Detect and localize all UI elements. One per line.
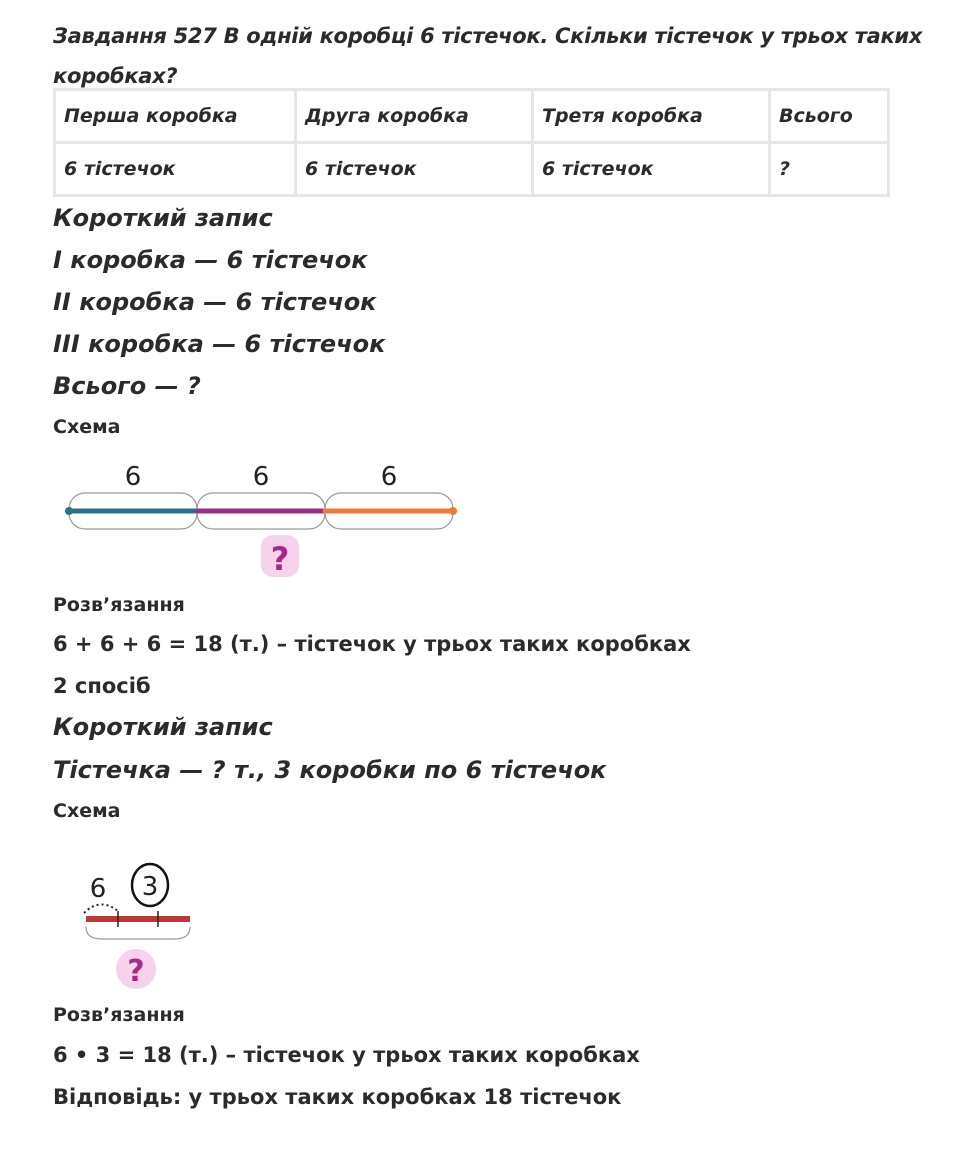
- short-note-line: Всього — ?: [53, 372, 201, 400]
- task-title: Завдання 527 В одній коробці 6 тістечок. Скільки тістечок у трьох таких коробках?: [53, 24, 923, 88]
- table-header-cell: Всього: [770, 90, 889, 143]
- total-bracket: [86, 927, 190, 939]
- method-2-heading: 2 спосіб: [53, 674, 151, 698]
- scheme-2-group: [84, 864, 190, 989]
- dotted-arc: [84, 904, 118, 913]
- short-note-title: Короткий запис: [53, 713, 273, 741]
- count-label: 3: [141, 872, 159, 902]
- short-note-line: Тістечка — ? т., 3 коробки по 6 тістечок: [53, 756, 607, 784]
- table-cell: 6 тістечок: [296, 143, 533, 196]
- answer: Відповідь: у трьох таких коробках 18 тістечок: [53, 1085, 622, 1109]
- table-row: [55, 143, 889, 196]
- short-note-line: ІІ коробка — 6 тістечок: [53, 288, 377, 316]
- scheme-1-diagram: [63, 455, 473, 585]
- task-table: [53, 88, 890, 197]
- table-cell: ?: [770, 143, 889, 196]
- table-cell: 6 тістечок: [55, 143, 296, 196]
- segment-label: 6: [124, 462, 142, 492]
- solution-label: Розв’язання: [53, 1004, 185, 1026]
- part-label: 6: [89, 874, 107, 904]
- segment-label: 6: [252, 462, 270, 492]
- question-mark: ?: [127, 954, 145, 989]
- solution-label: Розв’язання: [53, 594, 185, 616]
- table-header-cell: Друга коробка: [296, 90, 533, 143]
- table-header-row: [55, 90, 889, 143]
- solution-2: 6 • 3 = 18 (т.) – тістечок у трьох таких коробках: [53, 1043, 640, 1067]
- table-header-cell: Третя коробка: [533, 90, 770, 143]
- short-note-line: І коробка — 6 тістечок: [53, 246, 368, 274]
- solution-1: 6 + 6 + 6 = 18 (т.) – тістечок у трьох таких коробках: [53, 632, 691, 656]
- segment-label: 6: [380, 462, 398, 492]
- table-cell: 6 тістечок: [533, 143, 770, 196]
- scheme-2-diagram: [78, 855, 238, 995]
- short-note-title: Короткий запис: [53, 204, 273, 232]
- table-header-cell: Перша коробка: [55, 90, 296, 143]
- endpoint-dot: [65, 507, 73, 515]
- question-mark: ?: [270, 540, 290, 578]
- scheme-label: Схема: [53, 800, 121, 822]
- scheme-1-group: [65, 462, 457, 578]
- scheme-label: Схема: [53, 416, 121, 438]
- endpoint-dot: [449, 507, 457, 515]
- short-note-line: ІІІ коробка — 6 тістечок: [53, 330, 386, 358]
